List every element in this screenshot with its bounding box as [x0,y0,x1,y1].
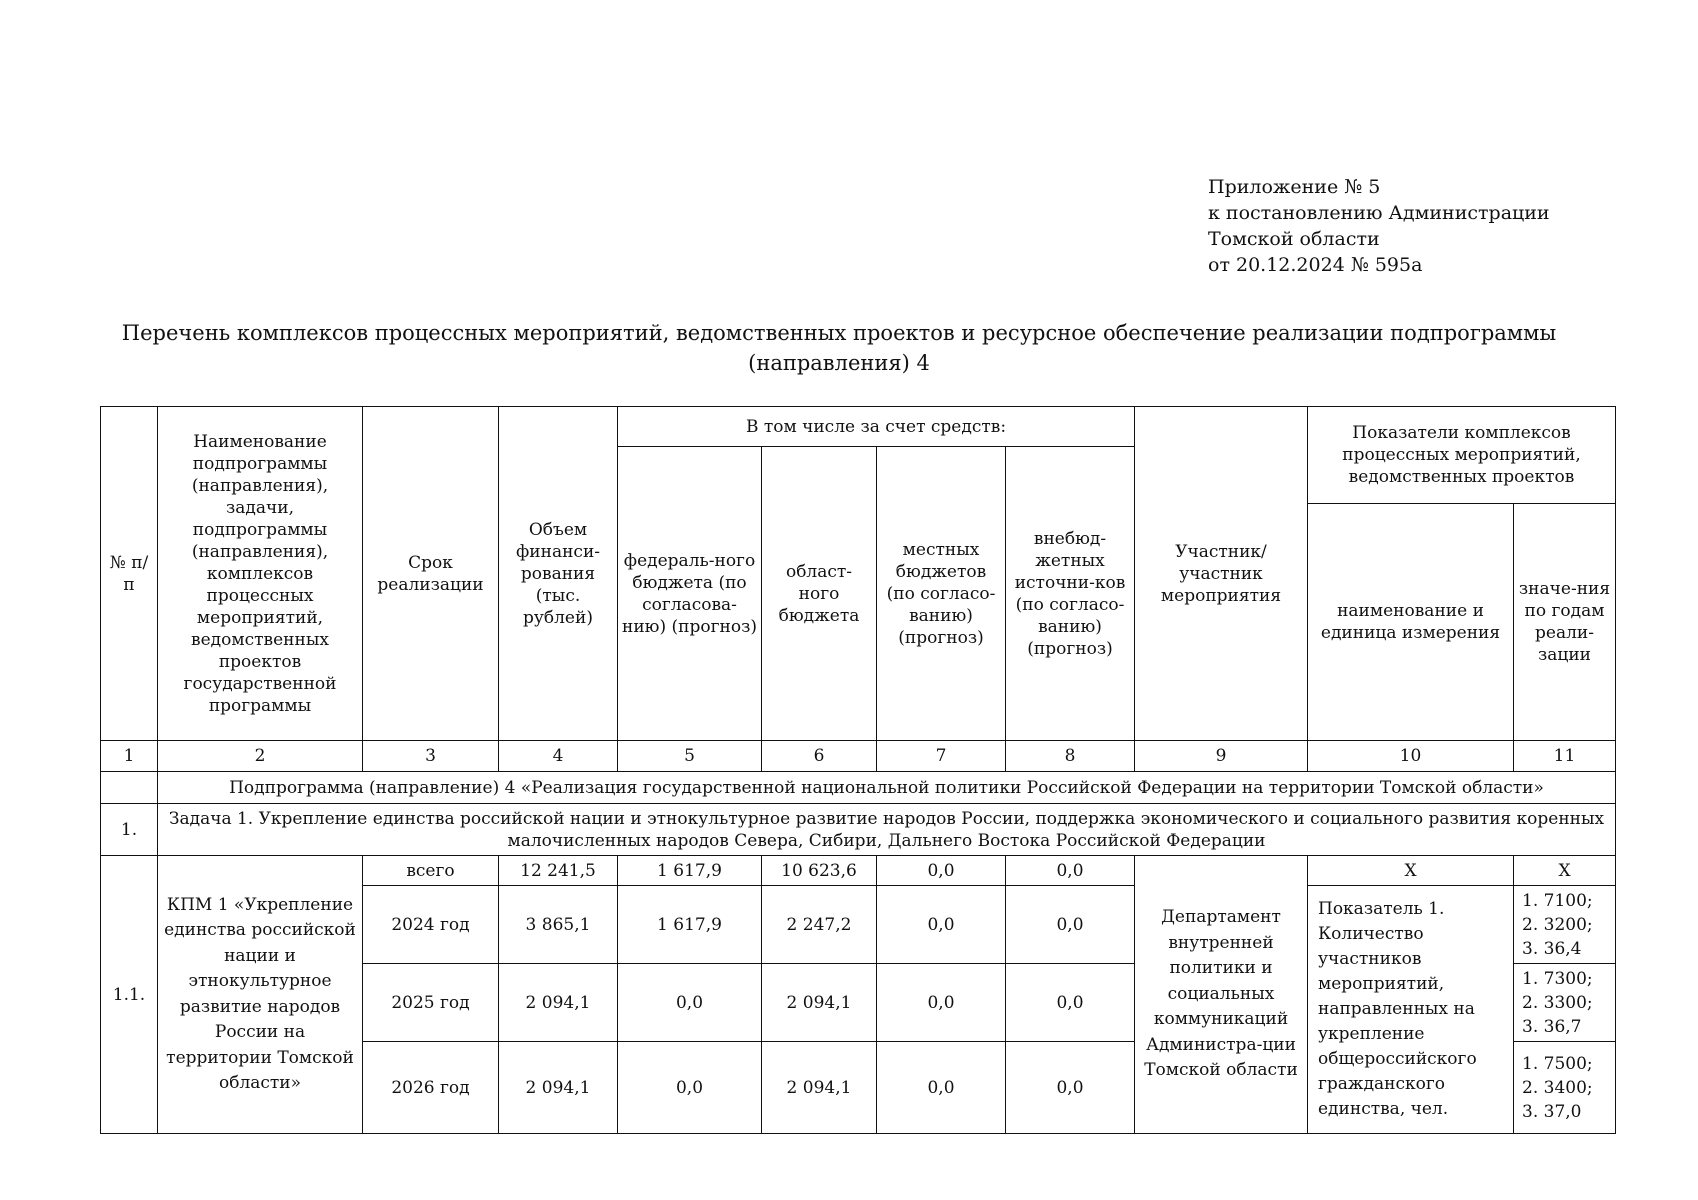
indicator-name-cell: Х [1308,856,1514,886]
header-col-local: местных бюджетов (по согласо-ванию) (прогноз) [877,447,1006,741]
subprogram-number-cell [101,772,158,804]
title-line: Перечень комплексов процессных мероприятий, ведомственных проектов и ресурсное обеспечение реализации подпрограммы [121,321,1557,345]
extra-cell: 0,0 [1006,1042,1135,1134]
indicator-values-2025: 1. 7300; 2. 3300; 3. 36,7 [1514,964,1616,1042]
appendix-line: Томской области [1208,228,1380,250]
header-col-extra: внебюд-жетных источни-ков (по согласо-ванию) (прогноз) [1006,447,1135,741]
header-col-regional: област-ного бюджета [762,447,877,741]
header-col-volume: Объем финанси-рования (тыс. рублей) [499,407,618,741]
column-number: 1 [101,741,158,772]
header-group-sources: В том числе за счет средств: [618,407,1135,447]
appendix-block [1208,174,1668,278]
kpm-name: КПМ 1 «Укрепление единства российской нации и этнокультурное развитие народов России на территории Томской области» [158,856,363,1134]
extra-cell: 0,0 [1006,856,1135,886]
header-col-name: Наименование подпрограммы (направления), задачи, подпрограммы (направления), комплексов процессных мероприятий, ведомственных проектов государственной программы [158,407,363,741]
program-table [100,406,1616,1134]
header-col-indicator-name: наименование и единица измерения [1308,504,1514,741]
title-line: (направления) 4 [748,351,930,375]
federal-cell: 1 617,9 [618,886,762,964]
header-group-indicators: Показатели комплексов процессных мероприятий, ведомственных проектов [1308,407,1616,504]
total-cell: 12 241,5 [499,856,618,886]
federal-cell: 1 617,9 [618,856,762,886]
indicator-name: Показатель 1. Количество участников мероприятий, направленных на укрепление общероссийского гражданского единства, чел. [1308,886,1514,1134]
federal-cell: 0,0 [618,1042,762,1134]
column-number: 4 [499,741,618,772]
subprogram-row [101,772,1616,804]
header-col-participant: Участник/ участник мероприятия [1135,407,1308,741]
total-cell: 2 094,1 [499,964,618,1042]
kpm-row-total [101,856,1616,886]
total-cell: 2 094,1 [499,1042,618,1134]
column-number: 8 [1006,741,1135,772]
column-number: 11 [1514,741,1616,772]
appendix-line: от 20.12.2024 № 595а [1208,254,1423,276]
column-number: 6 [762,741,877,772]
header-col-number: № п/п [101,407,158,741]
subprogram-title: Подпрограмма (направление) 4 «Реализация государственной национальной политики Российской Федерации на территории Томской области» [158,772,1616,804]
task-text: Задача 1. Укрепление единства российской нации и этнокультурное развитие народов России, поддержка экономического и социального развития коренных малочисленных народов Севера, Сибири, Дальнего Востока Российской Федерации [158,804,1616,856]
extra-cell: 0,0 [1006,886,1135,964]
regional-cell: 2 247,2 [762,886,877,964]
column-number: 3 [363,741,499,772]
task-number: 1. [101,804,158,856]
document-title [60,318,1618,378]
participant-cell: Департамент внутренней политики и социальных коммуникаций Администра-ции Томской области [1135,856,1308,1134]
regional-cell: 2 094,1 [762,1042,877,1134]
local-cell: 0,0 [877,886,1006,964]
indicator-values-cell: Х [1514,856,1616,886]
local-cell: 0,0 [877,964,1006,1042]
period-cell: 2025 год [363,964,499,1042]
period-cell: 2024 год [363,886,499,964]
regional-cell: 10 623,6 [762,856,877,886]
column-number: 9 [1135,741,1308,772]
appendix-line: Приложение № 5 [1208,176,1381,198]
header-col-indicator-values: значе-ния по годам реали-зации [1514,504,1616,741]
local-cell: 0,0 [877,1042,1006,1134]
appendix-line: к постановлению Администрации [1208,202,1550,224]
header-row [101,407,1616,447]
column-number: 5 [618,741,762,772]
column-number-row [101,741,1616,772]
total-cell: 3 865,1 [499,886,618,964]
indicator-values-2026: 1. 7500; 2. 3400; 3. 37,0 [1514,1042,1616,1134]
indicator-values-2024: 1. 7100; 2. 3200; 3. 36,4 [1514,886,1616,964]
header-col-federal: федераль-ного бюджета (по согласова-нию) (прогноз) [618,447,762,741]
header-col-period: Срок реализации [363,407,499,741]
kpm-number: 1.1. [101,856,158,1134]
task-row [101,804,1616,856]
local-cell: 0,0 [877,856,1006,886]
period-cell: 2026 год [363,1042,499,1134]
federal-cell: 0,0 [618,964,762,1042]
column-number: 7 [877,741,1006,772]
regional-cell: 2 094,1 [762,964,877,1042]
period-cell: всего [363,856,499,886]
column-number: 2 [158,741,363,772]
extra-cell: 0,0 [1006,964,1135,1042]
column-number: 10 [1308,741,1514,772]
